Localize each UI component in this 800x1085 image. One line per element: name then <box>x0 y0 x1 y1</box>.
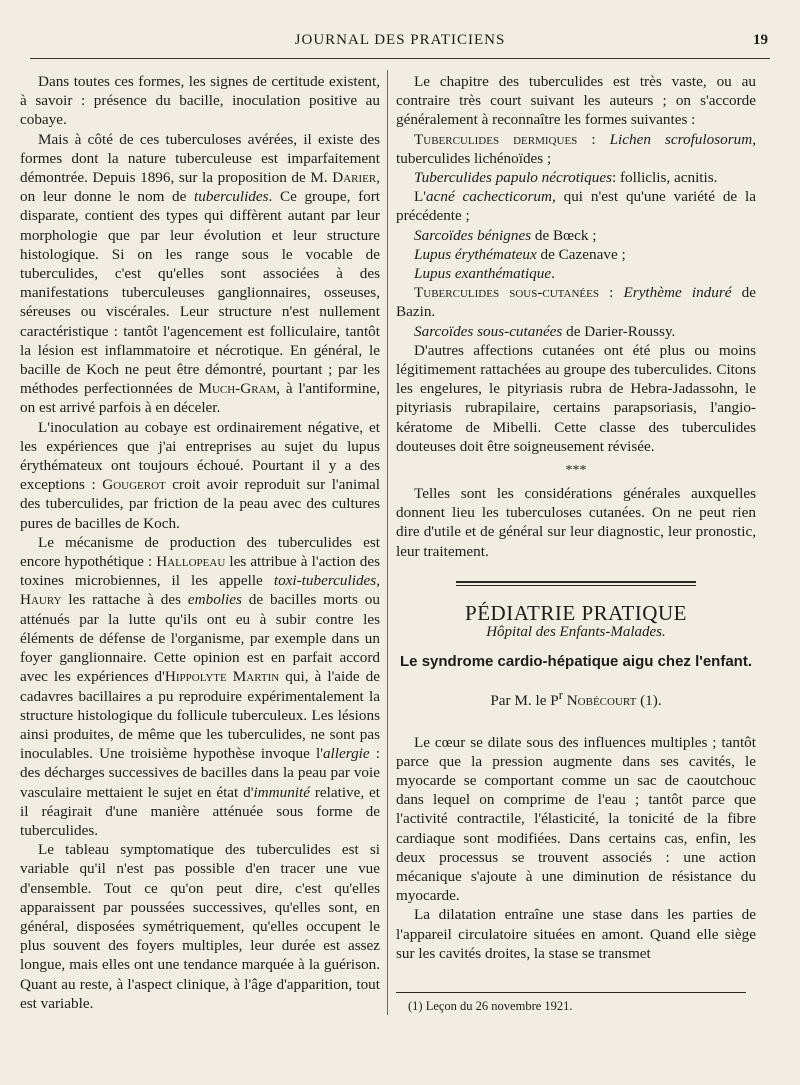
list-item <box>396 226 756 245</box>
term: immunité <box>253 783 310 801</box>
text: qui, à l'aide de cadavres bacillaires a pu reproduire expérimentalement la structure histologique du follicule tuberculeux. Les lésions ainsi produites, de même que les tuberculides, ne sont pas inoculables. Une troisième hypothèse invoque l' <box>20 668 380 763</box>
text: , on leur donne le nom de <box>20 169 380 206</box>
asterism: *** <box>565 463 587 479</box>
text: croit avoir reproduit sur l'animal des tuberculides, par friction de la peau avec des cultures pures de bacilles de Koch. <box>20 476 380 532</box>
category-label: Tuberculides sous-cutanées <box>414 284 599 302</box>
paragraph <box>20 840 380 1013</box>
text: les rattache à des <box>61 591 188 609</box>
term: acné cachecticorum <box>426 188 552 206</box>
page-number: 19 <box>753 32 768 48</box>
term: embolies <box>187 591 242 609</box>
paragraph <box>20 533 380 840</box>
text: de Darier-Roussy. <box>562 322 676 340</box>
paragraph <box>20 130 380 418</box>
text: La dilatation entraîne une stase dans les parties de l'appareil circulatoire situées en amont. Quand elle siège sur les cavités droites, la stase se transmet <box>396 906 756 962</box>
text: de Bazin. <box>396 284 756 321</box>
term: Erythème induré <box>623 284 732 302</box>
text: L'inoculation au cobaye est ordinairement négative, et les expériences que j'ai entreprises au sujet du lupus érythémateux ont toujours échoué. Pourtant il y a des exceptions : <box>20 418 380 494</box>
term: Lichen scrofulosorum <box>609 130 753 148</box>
text: (1). <box>636 692 662 710</box>
text: : des décharges successives de bacilles dans la peau par voie vasculaire mettaient le sujet en état d' <box>20 745 380 801</box>
author-name: Nobécourt <box>566 692 637 710</box>
paragraph <box>396 484 756 561</box>
text: D'autres affections cutanées ont été plus ou moins légitimement rattachées au groupe des tuberculides. Citons les engelures, le pityriasis rubra de Hebra-Jadassohn, le pityriasis rubrapilaire, certains parapsoriasis, l'angio-kératome de Mibelli. Cette classe des tuberculides douteuses doit être soigneusement révisée. <box>396 341 756 455</box>
paragraph <box>20 418 380 533</box>
term: Tuberculides papulo nécrotiques <box>414 169 612 187</box>
term: Sarcoïdes sous-cutanées <box>414 322 563 340</box>
author-name: Darier <box>332 169 377 187</box>
author-name: Hallopeau <box>156 553 226 571</box>
term: Lupus érythémateux <box>414 245 537 263</box>
footnote-rule <box>396 992 746 993</box>
hospital-name: Hôpital des Enfants-Malades. <box>486 624 666 641</box>
text: : folliclis, acnitis. <box>611 169 718 187</box>
list-item <box>396 245 756 264</box>
text: Le chapitre des tuberculides est très vaste, ou au contraire très court suivant les auteurs ; on s'accorde généralement à reconnaître les formes suivantes : <box>396 73 756 129</box>
text: les attribue à l'action des toxines microbiennes, il les appelle <box>20 553 381 590</box>
text: Le cœur se dilate sous des influences multiples ; tantôt parce que la pression augmente dans ses cavités, le myocarde se comportant comme un sac de caoutchouc dans lequel on comprime de l'eau ; tantôt parce que l'activité contractile, l'élasticité, la tonicité de la fibre cardiaque sont modifiées. Dans certains cas, enfin, les deux processus se trouvent associés : une action mécanique s'ajoute à une diminution de résistance du myocarde. <box>396 733 756 905</box>
text: Dans toutes ces formes, les signes de certitude existent, à savoir : présence du bacille, inoculation positive au cobaye. <box>20 73 380 129</box>
text: de Bœck ; <box>531 226 597 244</box>
left-column <box>20 72 380 1013</box>
article-title-text: Le syndrome cardio-hépatique aigu chez l'enfant. <box>400 653 752 671</box>
text: , qui n'est qu'une variété de la précédente ; <box>396 188 756 225</box>
text: de bacilles morts ou atténués par la lutte qu'ils ont eu à subir contre les éléments de défense de l'organisme, par exemple dans un foyer ganglionnaire. Cette opinion est en parfait accord avec les expériences d' <box>20 591 380 686</box>
list-item <box>396 130 756 168</box>
term: Lupus exanthématique <box>414 265 552 283</box>
author-name: Hippolyte Martin <box>164 668 280 686</box>
list-item <box>396 322 756 341</box>
text: , tuberculides lichénoïdes ; <box>396 130 756 167</box>
paragraph <box>396 341 756 456</box>
section-title: PÉDIATRIE PRATIQUE <box>465 600 687 625</box>
term: toxi-tuberculides <box>273 572 377 590</box>
text: Par M. le P <box>490 692 559 710</box>
paragraph <box>396 733 756 906</box>
text: , <box>376 572 380 590</box>
text: Le mécanisme de production des tuberculides est encore hypothétique : <box>20 533 380 571</box>
author-name: Much-Gram <box>198 380 277 398</box>
right-column <box>396 72 756 963</box>
paragraph <box>20 72 380 130</box>
term: tuberculides <box>194 188 269 206</box>
list-item <box>396 168 756 187</box>
running-header <box>30 30 770 59</box>
byline <box>396 686 756 710</box>
text: . Ce groupe, fort disparate, contient des types qui diffèrent autant par leur morphologie que par leur évolution et leur structure histologique. Si on les range sous le vocable de tuberculides, c'est qu'elles sont associées à des manifestations tuberculeuses ganglionnaires, osseuses, séreuses ou viscérales. Leur structure n'est nullement caractéristique : tantôt l'agencement est folliculaire, tantôt la lésion est inflammatoire et nécrotique. En général, le bacille de Koch ne peut être démontré, pourtant ; par les méthodes perfectionnées de <box>20 188 380 398</box>
text: relative, et il réagirait d'une manière atténuée sous forme de tuberculides. <box>20 783 380 839</box>
text: , à l'antiformine, on est arrivé parfois à en déceler. <box>20 380 380 417</box>
category-label: Tuberculides dermiques <box>414 130 578 148</box>
list-item <box>396 187 756 225</box>
paragraph <box>396 72 756 130</box>
text: : <box>598 284 624 302</box>
list-item <box>396 264 756 283</box>
text: r <box>558 688 563 703</box>
text: Telles sont les considérations générales auxquelles donnent lieu les tuberculoses cutanées. On ne peut rien dire d'utile et de général sur leur diagnostic, leur pronostic, leur traitement. <box>396 485 756 560</box>
section-rule <box>456 581 696 586</box>
term: Sarcoïdes bénignes <box>414 226 532 244</box>
text: Le tableau symptomatique des tuberculides est si variable qu'il n'est pas possible d'en tracer une vue d'ensemble. Tout ce qu'on peut dire, c'est qu'elles apparaissent par poussées successives, qu'elles sont, en général, disposées symétriquement, qu'elles occupent le plus souvent des foyers multiples, leur durée est assez longue, mais elles ont une tendance marquée à la guérison. Quant au reste, à l'aspect clinique, à l'âge d'apparition, tout est variable. <box>20 841 380 1012</box>
journal-title: JOURNAL DES PRATICIENS <box>294 32 506 48</box>
text: . <box>551 265 555 283</box>
column-divider <box>387 70 388 1015</box>
text: de Cazenave ; <box>536 245 626 263</box>
author-name: Haury <box>20 591 62 609</box>
article-title <box>396 652 756 672</box>
list-item <box>396 283 756 321</box>
text: : <box>577 130 610 148</box>
paragraph <box>396 905 756 963</box>
text: L' <box>414 188 427 206</box>
term: allergie <box>322 745 370 763</box>
text: Mais à côté de ces tuberculoses avérées, il existe des formes dont la nature tuberculeuse est imparfaitement démontrée. Depuis 1896, sur la proposition de M. <box>20 130 380 187</box>
author-name: Gougerot <box>102 476 166 494</box>
footnote: (1) Leçon du 26 novembre 1921. <box>408 999 573 1013</box>
